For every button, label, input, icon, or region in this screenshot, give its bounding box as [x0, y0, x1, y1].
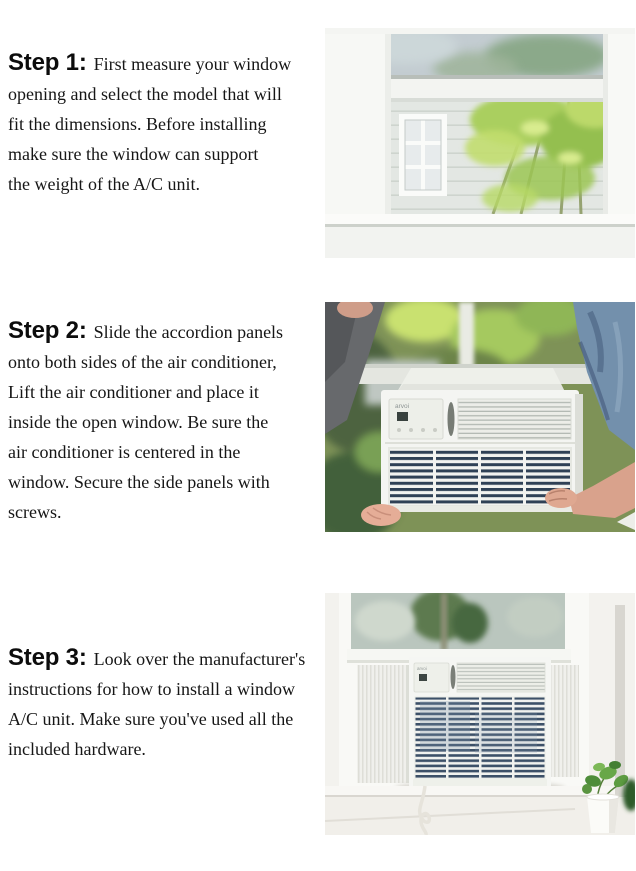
step-1-photo: [325, 28, 635, 258]
step-line: included hardware.: [8, 739, 146, 759]
louver-slot: [451, 665, 456, 689]
step-3-photo: [325, 593, 635, 835]
step-line: the weight of the A/C unit.: [8, 174, 200, 194]
window-glass: [347, 593, 571, 663]
ac-brand-label: arvoi: [395, 403, 410, 410]
ac-unit: [409, 657, 551, 787]
step-2-heading: Step 2:: [8, 317, 87, 344]
accordion-panel-left: [357, 665, 411, 783]
step-2-text: [8, 316, 348, 527]
step-line: Lift the air conditioner and place it: [8, 382, 259, 402]
porch-post: [459, 302, 474, 368]
step-line: A/C unit. Make sure you've used all the: [8, 709, 294, 729]
step-line: make sure the window can support: [8, 144, 259, 164]
air-vent: [457, 663, 545, 692]
louver-slot: [448, 402, 455, 436]
step-line: Look over the manufacturer's: [93, 649, 306, 669]
control-panel: [414, 663, 449, 692]
step-line: inside the open window. Be sure the: [8, 412, 269, 432]
step-2-photo: [325, 302, 635, 532]
front-grille: [415, 697, 545, 779]
step-3-text: [8, 643, 348, 764]
step-line: screws.: [8, 502, 62, 522]
ac-display: [419, 674, 427, 681]
ac-display: [397, 412, 408, 421]
step-3-heading: Step 3:: [8, 644, 87, 671]
step-line: First measure your window: [93, 54, 292, 74]
step-1-text: [8, 48, 348, 199]
front-grille: [389, 448, 571, 506]
ac-brand-label: arvoi: [417, 666, 427, 671]
step-line: instructions for how to install a window: [8, 679, 295, 699]
step-line: onto both sides of the air conditioner,: [8, 352, 277, 372]
lifting-ac-photo: [325, 302, 635, 532]
installer-left-hand: [361, 504, 401, 526]
control-panel: [389, 399, 443, 439]
neighbor-window: [399, 114, 447, 196]
open-window-photo: [325, 28, 635, 258]
window-opening-view: [391, 88, 625, 214]
air-vent: [458, 399, 571, 439]
step-line: Slide the accordion panels: [93, 322, 284, 342]
step-line: air conditioner is centered in the: [8, 442, 241, 462]
installed-ac-photo: [325, 593, 635, 835]
step-line: window. Secure the side panels with: [8, 472, 270, 492]
step-line: opening and select the model that will: [8, 84, 282, 104]
step-line: fit the dimensions. Before installing: [8, 114, 267, 134]
step-1-heading: Step 1:: [8, 49, 87, 76]
